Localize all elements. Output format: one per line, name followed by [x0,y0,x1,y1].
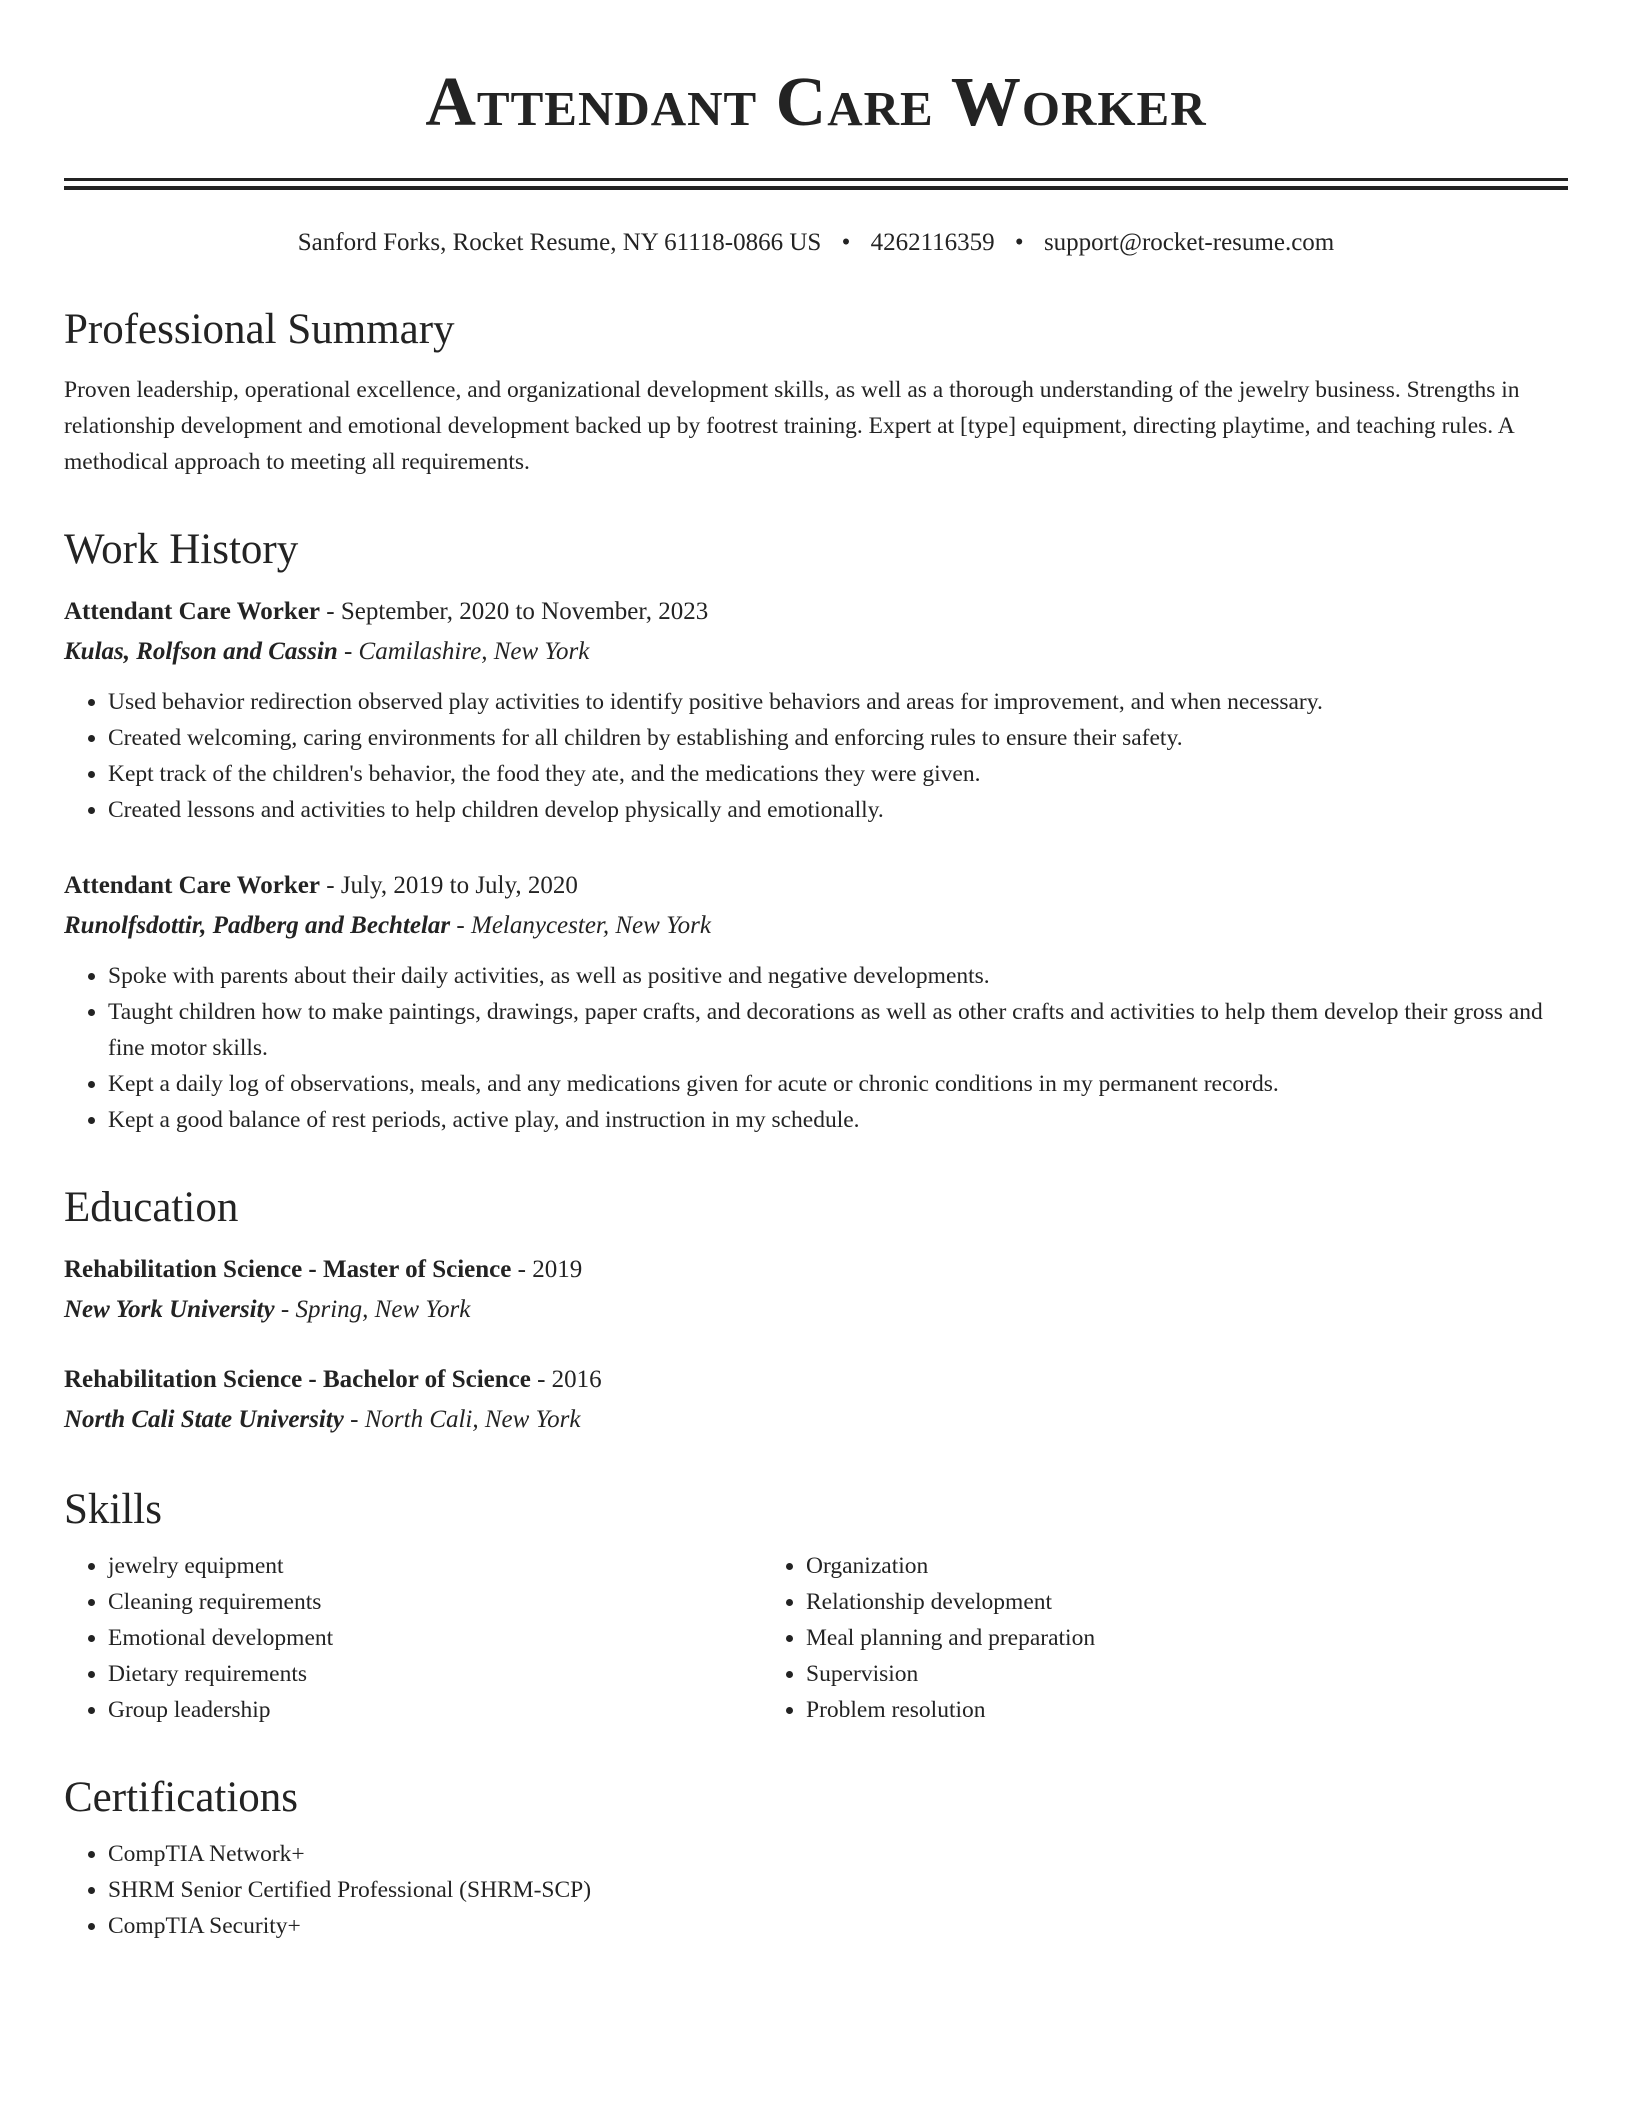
list-item: • Dietary requirements [108,1656,762,1692]
skills-list-right [762,1548,1462,1728]
job-title: Attendant Care Worker [64,872,320,899]
job-dates: - July, 2019 to July, 2020 [320,872,578,899]
list-item: • Relationship development [806,1584,1462,1620]
list-item: • Organization [806,1548,1462,1584]
list-item: • Used behavior redirection observed play activities to identify positive behaviors and areas for improvement, and when necessary. [108,684,1568,720]
contact-address: Sanford Forks, Rocket Resume, NY 61118-0866 US [297,229,822,256]
contact-separator: • [841,229,851,256]
list-item: • CompTIA Network+ [108,1836,1568,1872]
list-item: • SHRM Senior Certified Professional (SHRM-SCP) [108,1872,1568,1908]
list-item: • Spoke with parents about their daily activities, as well as positive and negative developments. [108,958,1568,994]
education-entry [64,1360,1568,1440]
list-item: • Kept a good balance of rest periods, active play, and instruction in my schedule. [108,1102,1568,1138]
job-entry [64,866,1568,1138]
job-entry [64,592,1568,828]
job-company: Runolfsdottir, Padberg and Bechtelar [64,912,451,939]
contact-separator: • [1014,229,1024,256]
education-entry [64,1250,1568,1330]
list-item: • Meal planning and preparation [806,1620,1462,1656]
job-dates: - September, 2020 to November, 2023 [320,598,709,625]
list-item: • jewelry equipment [108,1548,762,1584]
education-school: New York University [64,1296,275,1323]
education-degree: Rehabilitation Science - Bachelor of Science [64,1366,531,1393]
education-degree: Rehabilitation Science - Master of Science [64,1256,512,1283]
list-item: • Kept track of the children's behavior, the food they ate, and the medications they were given. [108,756,1568,792]
education-location: - Spring, New York [274,1296,471,1323]
list-item: • Kept a daily log of observations, meals, and any medications given for acute or chronic conditions in my permanent records. [108,1066,1568,1102]
education-year: - 2019 [511,1256,583,1283]
list-item: • Cleaning requirements [108,1584,762,1620]
section-heading-certifications: Certifications [64,1774,299,1821]
resume-name: Attendant Care Worker [425,64,1207,141]
education-school-line [64,1400,1568,1440]
education-location: - North Cali, New York [343,1406,581,1433]
job-company-line [64,632,1568,672]
job-title-line [64,866,1568,906]
job-company-line [64,906,1568,946]
list-item: • Supervision [806,1656,1462,1692]
contact-email: support@rocket-resume.com [1043,229,1335,256]
job-title-line [64,592,1568,632]
job-location: - Melanycester, New York [450,912,712,939]
education-year: - 2016 [530,1366,602,1393]
education-degree-line [64,1360,1568,1400]
list-item: • Created welcoming, caring environments for all children by establishing and enforcing rules to ensure their safety. [108,720,1568,756]
certifications-list [64,1836,1568,1944]
list-item: • Group leadership [108,1692,762,1728]
section-heading-summary: Professional Summary [64,306,455,353]
job-company: Kulas, Rolfson and Cassin [64,638,338,665]
job-location: - Camilashire, New York [337,638,590,665]
section-heading-work-history: Work History [64,526,299,573]
list-item: • Taught children how to make paintings, drawings, paper crafts, and decorations as well as other crafts and activities to help them develop their gross and fine motor skills. [108,994,1568,1066]
list-item: • Emotional development [108,1620,762,1656]
job-title: Attendant Care Worker [64,598,320,625]
summary-text: Proven leadership, operational excellence, and organizational development skills, as well as a thorough understanding of the jewelry business. Strengths in relationship development and emotional development backed up by footrest training. Expert at [type] equipment, directing playtime, and teaching rules. A methodical approach to meeting all requirements. [64,377,1520,475]
contact-phone: 4262116359 [870,229,995,256]
header-double-rule [64,178,1568,190]
job-bullet-list [64,684,1568,828]
list-item: • Created lessons and activities to help children develop physically and emotionally. [108,792,1568,828]
list-item: • Problem resolution [806,1692,1462,1728]
section-heading-education: Education [64,1184,239,1231]
education-degree-line [64,1250,1568,1290]
education-school-line [64,1290,1568,1330]
education-school: North Cali State University [64,1406,344,1433]
list-item: • CompTIA Security+ [108,1908,1568,1944]
contact-line [64,226,1568,260]
job-bullet-list [64,958,1568,1138]
section-heading-skills: Skills [64,1486,162,1533]
skills-list-left [64,1548,762,1728]
skills-columns [64,1548,1568,1728]
